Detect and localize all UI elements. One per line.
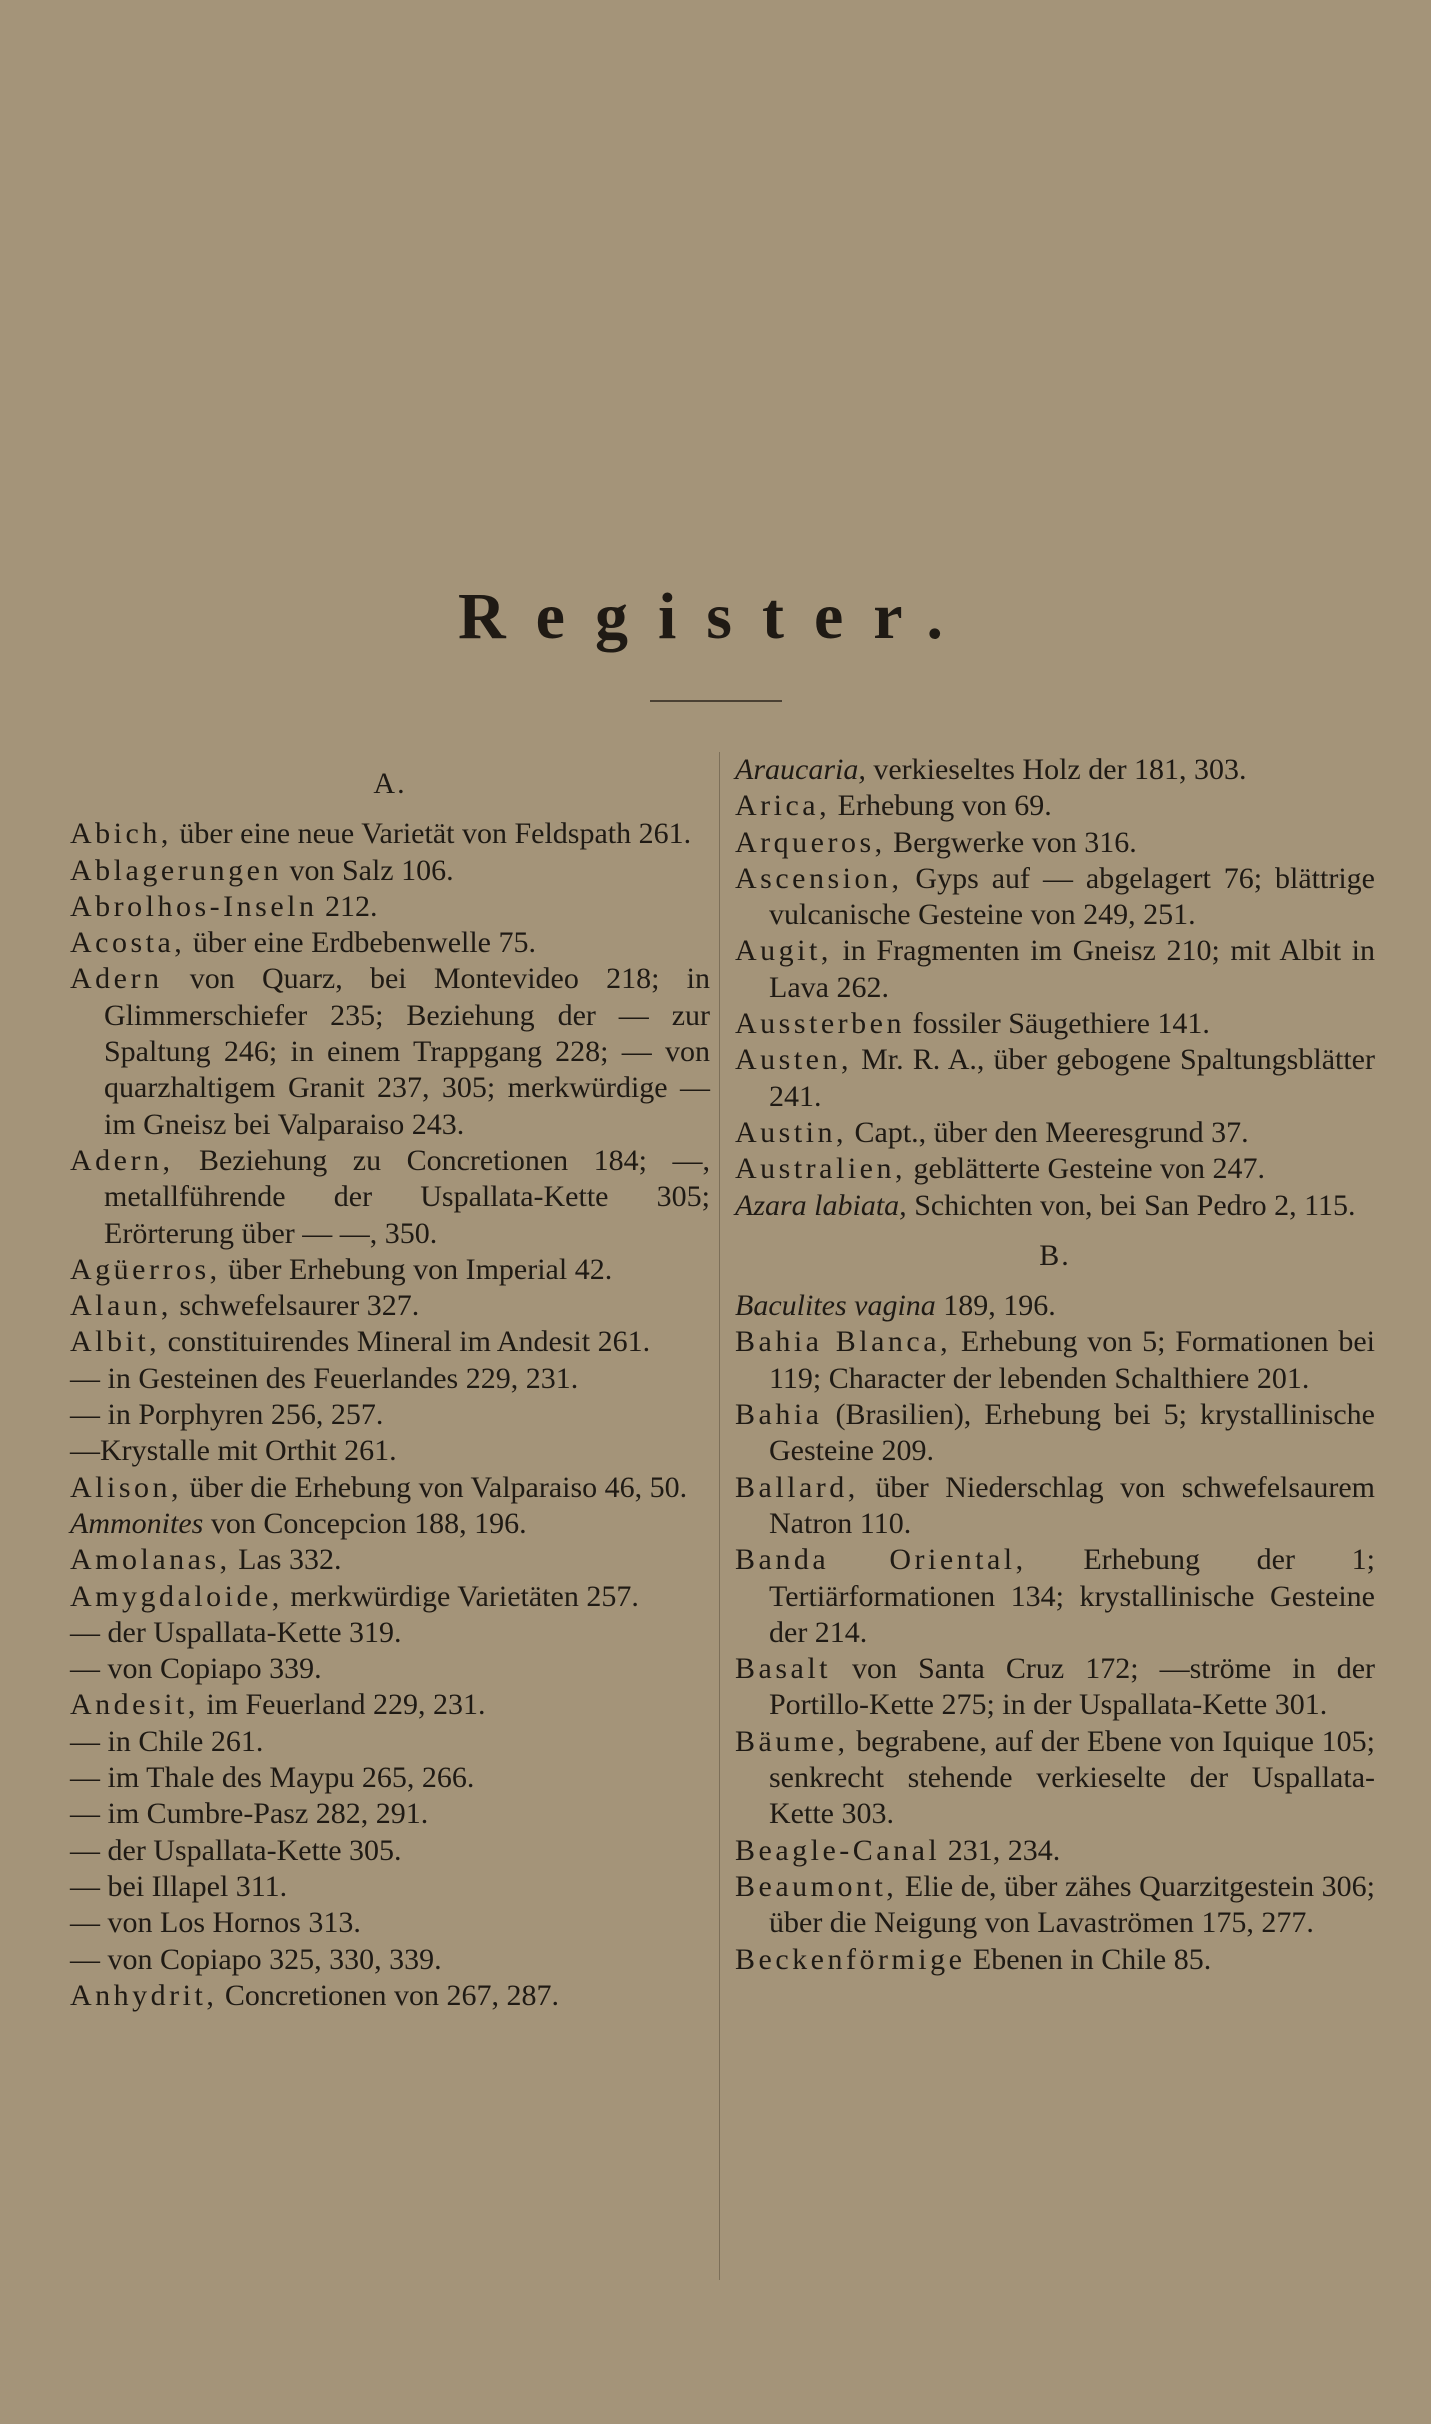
entry-text: in Fragmenten im Gneisz 210; mit Albit in Lava 262.	[769, 934, 1375, 1004]
entry-taxon: Ammonites	[70, 1506, 204, 1540]
entry-text: — der Uspallata-Kette 305.	[70, 1833, 402, 1867]
entry-text: merkwürdige Varietäten 257.	[282, 1579, 639, 1613]
index-entry	[70, 1869, 710, 1905]
index-entry	[70, 1433, 710, 1469]
entry-keyword: Anhydrit,	[70, 1978, 218, 2012]
entry-text: 231, 234.	[940, 1833, 1061, 1867]
entry-text: über eine neue Varietät von Feldspath 261.	[171, 817, 692, 851]
entry-keyword: Ascension,	[735, 861, 903, 895]
entry-keyword: Andesit,	[70, 1688, 199, 1722]
entry-text: Erhebung der 1; Tertiärformationen 134; krystallinische Gesteine der 214.	[769, 1543, 1375, 1649]
entry-keyword: Australien,	[735, 1152, 906, 1186]
entry-keyword: Ablagerungen	[70, 853, 282, 887]
index-entry	[735, 1470, 1375, 1543]
index-entry	[735, 1651, 1375, 1724]
index-entry	[735, 752, 1375, 788]
entry-text: — im Thale des Maypu 265, 266.	[70, 1761, 475, 1795]
entry-keyword: Bahia	[735, 1398, 823, 1432]
entry-text: Erhebung von 5; Formationen bei 119; Character der lebenden Schalthiere 201.	[769, 1325, 1375, 1395]
index-entry	[735, 1869, 1375, 1942]
index-entry	[70, 1506, 710, 1542]
index-entry	[735, 1042, 1375, 1115]
entry-text: Bergwerke von 316.	[885, 825, 1137, 859]
entry-text: Concretionen von 267, 287.	[217, 1978, 559, 2012]
index-entry	[70, 1579, 710, 1615]
entry-text: über die Erhebung von Valparaiso 46, 50.	[182, 1470, 688, 1504]
index-entry	[70, 1724, 710, 1760]
entry-text: Mr. R. A., über gebogene Spaltungsblätter 241.	[769, 1043, 1375, 1113]
entry-text: (Brasilien), Erhebung bei 5; krystallinische Gesteine 209.	[769, 1398, 1375, 1468]
page-title: Register.	[458, 580, 973, 653]
entry-text: Ebenen in Chile 85.	[965, 1942, 1212, 1976]
index-entry	[735, 1542, 1375, 1651]
entry-keyword: Acosta,	[70, 926, 186, 960]
index-entry	[735, 1006, 1375, 1042]
entry-keyword: Banda Oriental,	[735, 1543, 1027, 1577]
index-entry	[70, 1942, 710, 1978]
entry-keyword: Beagle-Canal	[735, 1833, 941, 1867]
index-entry	[70, 961, 710, 1142]
index-column-left	[70, 752, 710, 2014]
index-entry	[735, 1397, 1375, 1470]
entry-keyword: Abrolhos-Inseln	[70, 889, 318, 923]
entry-keyword: Aussterben	[735, 1007, 905, 1041]
index-entry	[735, 933, 1375, 1006]
entry-keyword: Augit,	[735, 934, 832, 968]
index-entry	[70, 1470, 710, 1506]
index-entry	[735, 1833, 1375, 1869]
entry-keyword: Austin,	[735, 1115, 848, 1149]
index-entry	[70, 1361, 710, 1397]
entry-text: Gyps auf — abgelagert 76; blättrige vulcanische Gesteine von 249, 251.	[769, 861, 1375, 932]
entry-text: — bei Illapel 311.	[70, 1869, 288, 1903]
index-entry	[70, 1687, 710, 1723]
entry-keyword: Amygdaloide,	[70, 1579, 283, 1613]
entry-text: von Santa Cruz 172; —ströme in der Portillo-Kette 275; in der Uspallata-Kette 301.	[769, 1652, 1375, 1722]
entry-text: Erhebung von 69.	[830, 789, 1052, 823]
index-entry	[735, 1151, 1375, 1187]
index-entry	[70, 1796, 710, 1832]
index-entry	[735, 1188, 1375, 1224]
entry-keyword: Alison,	[70, 1470, 183, 1504]
entry-text: über eine Erdbebenwelle 75.	[185, 926, 536, 960]
index-entry	[735, 1115, 1375, 1151]
entry-keyword: Arqueros,	[735, 825, 886, 859]
index-entry	[735, 1724, 1375, 1833]
entry-text: fossiler Säugethiere 141.	[904, 1007, 1210, 1041]
entry-text: — von Los Hornos 313.	[70, 1906, 361, 1940]
entry-text: über Erhebung von Imperial 42.	[220, 1252, 613, 1286]
entry-text: geblätterte Gesteine von 247.	[905, 1152, 1266, 1186]
entry-keyword: Ballard,	[735, 1470, 859, 1504]
entry-keyword: Beckenförmige	[735, 1942, 966, 1976]
entry-keyword: Amolanas,	[70, 1543, 231, 1577]
index-entry	[70, 1542, 710, 1578]
entry-text: Elie de, über zähes Quarzitgestein 306; über die Neigung von Lavaströmen 175, 277.	[769, 1869, 1375, 1940]
section-letter: A.	[373, 767, 407, 800]
index-entry	[70, 1833, 710, 1869]
entry-text: von Concepcion 188, 196.	[203, 1506, 527, 1540]
section-letter: B.	[1039, 1238, 1071, 1272]
entry-keyword: Albit,	[70, 1325, 161, 1359]
entry-keyword: Basalt	[735, 1652, 831, 1686]
entry-text: im Feuerland 229, 231.	[198, 1688, 486, 1722]
index-entry	[735, 1942, 1375, 1978]
entry-text: Las 332.	[230, 1543, 342, 1577]
entry-keyword: Alaun,	[70, 1289, 172, 1323]
entry-text: — von Copiapo 325, 330, 339.	[70, 1942, 442, 1976]
entry-taxon: Azara labiata,	[735, 1188, 907, 1222]
entry-keyword: Austen,	[735, 1043, 852, 1077]
entry-text: constituirendes Mineral im Andesit 261.	[160, 1325, 651, 1359]
entry-text: — im Cumbre-Pasz 282, 291.	[70, 1797, 429, 1831]
entry-text: von Salz 106.	[281, 853, 454, 887]
index-entry	[70, 889, 710, 925]
entry-keyword: Bahia Blanca,	[735, 1325, 952, 1359]
entry-text: — in Gesteinen des Feuerlandes 229, 231.	[70, 1361, 579, 1395]
entry-text: Capt., über den Meeresgrund 37.	[847, 1115, 1249, 1149]
entry-keyword: Adern	[70, 962, 163, 996]
entry-text: über Niederschlag von schwefelsaurem Natron 110.	[769, 1470, 1375, 1540]
index-entry	[70, 1978, 710, 2014]
entry-text: verkieseltes Holz der 181, 303.	[865, 753, 1247, 786]
column-divider	[719, 752, 720, 2280]
entry-keyword: Beaumont,	[735, 1869, 898, 1903]
index-entry	[735, 861, 1375, 934]
entry-text: 212.	[317, 889, 378, 923]
entry-text: — in Chile 261.	[70, 1724, 264, 1758]
index-entry	[70, 816, 710, 852]
title-rule	[650, 700, 782, 702]
index-entry	[70, 1905, 710, 1941]
entry-keyword: Agüerros,	[70, 1252, 221, 1286]
entry-keyword: Arica,	[735, 789, 831, 823]
index-entry	[70, 925, 710, 961]
index-entry	[70, 1252, 710, 1288]
index-entry	[70, 1615, 710, 1651]
index-entry	[70, 1288, 710, 1324]
entry-text: — in Porphyren 256, 257.	[70, 1398, 384, 1432]
index-entry	[70, 1651, 710, 1687]
entry-taxon: Baculites vagina	[735, 1289, 936, 1323]
entry-text: Beziehung zu Concretionen 184; —, metallführende der Uspallata-Kette 305; Erörterung über — —, 350.	[104, 1143, 710, 1250]
entry-text: von Quarz, bei Montevideo 218; in Glimmerschiefer 235; Beziehung der — zur Spaltung 246; in einem Trappgang 228; — von quarzhaltigem Granit 237, 305; merkwürdige — im Gneisz bei Valparaiso 243.	[104, 962, 710, 1141]
index-entry	[70, 1397, 710, 1433]
index-entry	[70, 1324, 710, 1360]
index-entry	[735, 1324, 1375, 1397]
index-entry	[70, 1760, 710, 1796]
entry-keyword: Abich,	[70, 817, 172, 851]
entry-text: —Krystalle mit Orthit 261.	[70, 1434, 397, 1468]
entry-text: begrabene, auf der Ebene von Iquique 105; senkrecht stehende verkieselte der Uspallata-Kette 303.	[769, 1724, 1375, 1831]
index-entry	[70, 853, 710, 889]
entry-keyword: Bäume,	[735, 1724, 849, 1758]
entry-text: — der Uspallata-Kette 319.	[70, 1615, 402, 1649]
entry-text: — von Copiapo 339.	[70, 1652, 322, 1686]
entry-text: 189, 196.	[935, 1289, 1056, 1323]
index-column-right	[735, 752, 1375, 1978]
index-entry	[70, 1143, 710, 1252]
entry-text: schwefelsaurer 327.	[171, 1289, 420, 1323]
entry-text: Schichten von, bei San Pedro 2, 115.	[906, 1188, 1356, 1222]
index-entry	[735, 1288, 1375, 1324]
entry-taxon: Araucaria,	[735, 753, 866, 786]
index-entry	[735, 825, 1375, 861]
index-entry	[735, 788, 1375, 824]
entry-keyword: Adern,	[70, 1143, 174, 1177]
